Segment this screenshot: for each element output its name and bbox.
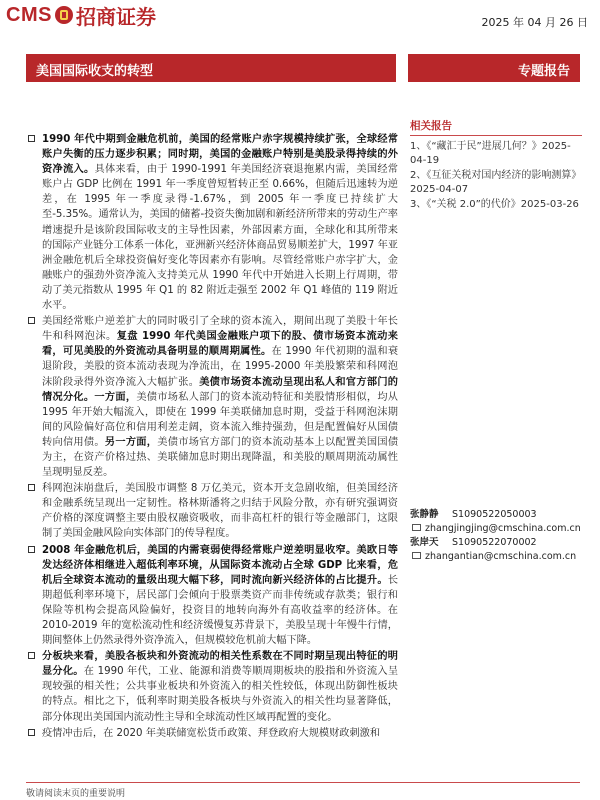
related-report-link[interactable]: 1、《“藏汇于民”进展几何？》2025-04-19 <box>410 141 571 166</box>
bullet-square-icon <box>28 546 35 553</box>
footer-disclaimer: 敬请阅读末页的重要说明 <box>26 789 126 799</box>
author-email[interactable]: zhangantian@cmschina.com.cn <box>425 551 577 562</box>
author-email-row <box>410 522 582 536</box>
title-banner <box>26 54 396 82</box>
author-license: S1090522050003 <box>452 509 537 520</box>
author-email-row <box>410 550 582 564</box>
author-id-row <box>410 536 582 550</box>
related-report-link[interactable]: 3、《“关税 2.0”的代价》2025-03-26 <box>410 199 579 210</box>
company-logo <box>6 0 156 30</box>
author-name: 张静静 <box>410 509 439 520</box>
paragraph-3: 科网泡沫崩盘后，美国股市调整 8 万亿美元，资本开支急剧收缩，但美国经济和金融系统呈现出一定韧性。格林斯潘将之归结于风险分散，亦有研究强调资产价格的深度调整主要由股权融资吸收，而非高杠杆的银行等金融部门，这限制了美国金融风险向实体部门的传导程度。 <box>26 481 398 541</box>
bullet-square-icon <box>28 135 35 142</box>
related-reports <box>410 118 582 213</box>
paragraph-5: 分板块来看，美股各板块和外资流动的相关性系数在不同时期呈现出特征的明显分化。在 1990 年代，工业、能源和消费等顺周期板块的股指和外资流入呈现较强的相关性；公共事业板块和外资流入的相关性较低，体现出防御性板块的特点。相比之下，低利率时期美股各板块与外资流入的相关性均显著降低，部分体现出美国国内流动性主导和全球流动性区域再配置的变化。 <box>26 649 398 724</box>
author-license: S1090522070002 <box>452 537 537 548</box>
main-content <box>26 132 398 772</box>
paragraph-4: 2008 年金融危机后，美国的内需衰弱使得经常账户逆差明显收窄。美欧日等发达经济体相继进入超低利率环境，从国际资本流动占全球 GDP 比来看，危机后全球资本流动的量级出现大幅下移，同时流向新兴经济体的占比提升。长期超低利率环境下，居民部门会倾向于股票类资产而非传统或存款类；银行和保险等机构会提高风险偏好，投资目的地转向海外有高收益率的经济体。在 2010-2019 年的宽松流动性和经济缓慢复苏背景下，美股呈现十年慢牛行情，期间整体上仍然录得外资净流入，但规模较危机前大幅下降。 <box>26 543 398 649</box>
related-reports-title: 相关报告 <box>410 118 582 136</box>
logo-text-cn: 招商证券 <box>75 4 156 29</box>
paragraph-2: 美国经常账户逆差扩大的同时吸引了全球的资本流入，期间出现了美股十年长牛和科网泡沫。复盘 1990 年代美国金融账户项下的股、债市场资本流动来看，可见美股的外资流动具备明显的顺周期属性。在 1990 年代初期的温和衰退阶段，美股的资本流动表现为净流出，在 1995-2000 年美股繁荣和科网泡沫阶段录得外资净流入大幅扩张。美债市场资本流动呈现出私人和官方部门的情况分化。一方面，美债市场私人部门的资本流动特征和美股情形相似，均从 1995 年开始大幅流入，即使在 1999 年美联储加息时期，受益于科网泡沫期间的风险偏好高位和信用利差走阔，资本流入维持强劲，但是配置偏好从国债转向信用债。另一方面，美债市场官方部门的资本流动基本上以配置美国国债为主，在资产价格过热、美联储加息时期出现降温，和美股的顺周期流动属性呈现明显反差。 <box>26 314 398 480</box>
report-title: 美国国际收支的转型 <box>36 64 154 79</box>
type-banner <box>408 54 580 82</box>
bullet-square-icon <box>28 652 35 659</box>
bullet-square-icon <box>28 729 35 736</box>
paragraph-1: 1990 年代中期到金融危机前，美国的经常账户赤字规模持续扩张，全球经常账户失衡的压力逐步积累；同时期，美国的金融账户特别是美股录得持续的外资净流入。具体来看，由于 1990-1991 年美国经济衰退拖累内需，美国经常账户占 GDP 比例在 1991 年一季度曾短暂转正至 0.66%，但随后迅速转为逆差，在 1995 年一季度录得-1.67%，到 2005 年一季度已持续扩大至-5.35%。通常认为，美国的储蓄-投资失衡加剧和新经济所带来的劳动生产率增速提升是该阶段国际收支的主导性因素，外部因素方面，全球化和其所带来的国际产业链分工体系一体化，亚洲新兴经济体商品贸易顺差扩大，1997 年亚洲金融危机后全球投资偏好变化等因素亦有影响。尽管经常账户赤字扩大，金融账户的强劲外资净流入支持美元从 1990 年代中开始进入长期上行周期，带动了美元指数从 1995 年 Q1 的 82 附近走强至 2002 年 Q1 峰值的 119 附近水平。 <box>26 132 398 313</box>
author-name: 张岸天 <box>410 537 439 548</box>
author-id-row <box>410 508 582 522</box>
author-email[interactable]: zhangjingjing@cmschina.com.cn <box>425 523 581 534</box>
paragraph-6: 疫情冲击后，在 2020 年美联储宽松货币政策、拜登政府大规模财政刺激和 <box>26 726 398 741</box>
logo-text-en: CMS <box>6 3 52 26</box>
analyst-info <box>410 508 582 564</box>
report-type: 专题报告 <box>517 64 570 79</box>
bullet-square-icon <box>28 484 35 491</box>
footer-divider <box>26 782 580 783</box>
report-date: 2025 年 04 月 26 日 <box>481 16 588 29</box>
mail-icon <box>412 524 421 531</box>
page-header <box>0 0 600 44</box>
mail-icon <box>412 552 421 559</box>
logo-seal-icon <box>55 6 73 24</box>
related-report-link[interactable]: 2、《互征关税对国内经济的影响测算》2025-04-07 <box>410 170 582 195</box>
bullet-square-icon <box>28 317 35 324</box>
